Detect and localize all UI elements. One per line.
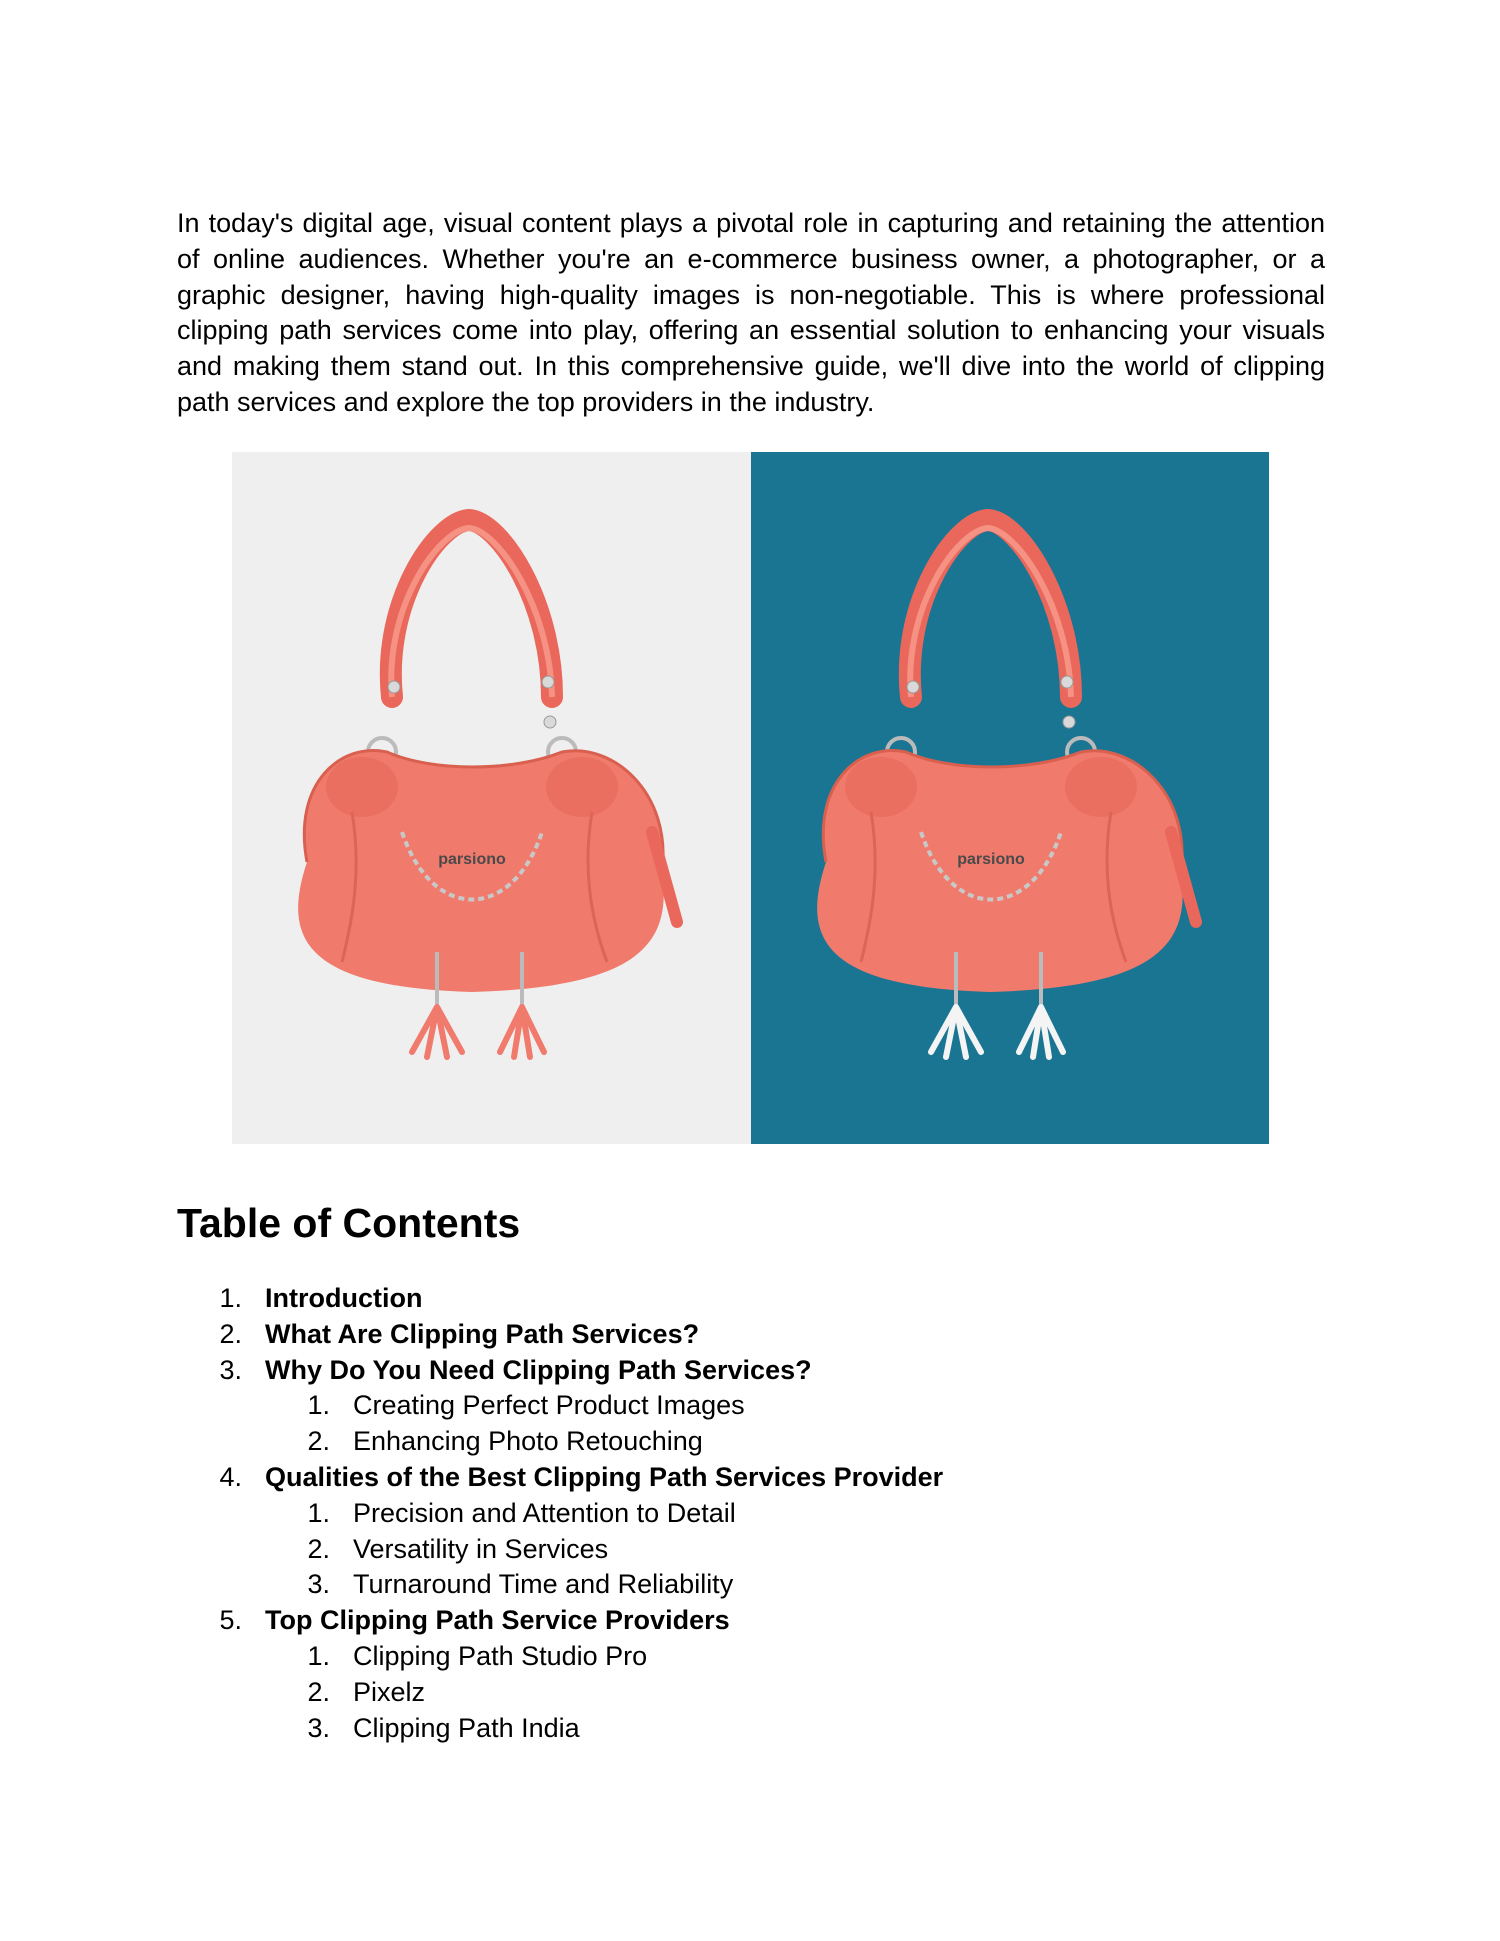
toc-subitem-clipping-path-india [177, 1711, 1277, 1747]
toc-subitem-number: 1. [307, 1640, 330, 1671]
toc-subitem-number: 1. [307, 1390, 330, 1421]
toc-subitem-label: Clipping Path India [353, 1712, 580, 1743]
toc-subitem-number: 2. [307, 1676, 330, 1707]
toc-item-label: Why Do You Need Clipping Path Services? [265, 1354, 812, 1385]
toc-subitem-label: Pixelz [353, 1676, 426, 1707]
toc-subitem-precision-and-attention [177, 1496, 1277, 1532]
edited-photo-panel [751, 452, 1269, 1144]
toc-item-label: Top Clipping Path Service Providers [265, 1605, 730, 1636]
toc-subitem-number: 2. [307, 1533, 330, 1564]
toc-item-number: 4. [219, 1461, 242, 1492]
before-after-figure [232, 452, 1269, 1144]
handbag-original-image [232, 452, 751, 1144]
toc-subitem-label: Creating Perfect Product Images [353, 1390, 745, 1421]
toc-item-number: 2. [219, 1318, 242, 1349]
toc-item-qualities-of-best-provider [177, 1460, 1277, 1496]
original-photo-panel [232, 452, 751, 1144]
toc-subitem-creating-perfect-product-images [177, 1388, 1277, 1424]
toc-item-label: Qualities of the Best Clipping Path Services Provider [265, 1461, 944, 1492]
toc-subitem-turnaround-time [177, 1567, 1277, 1603]
toc-item-label: Introduction [265, 1283, 423, 1313]
bag-brand-text-left: parsiono [438, 851, 506, 868]
toc-subitem-number: 3. [307, 1569, 330, 1600]
bag-brand-text-right: parsiono [957, 851, 1025, 868]
toc-subitem-clipping-path-studio-pro [177, 1639, 1277, 1675]
toc-subitem-label: Enhancing Photo Retouching [353, 1426, 703, 1457]
toc-subitem-number: 2. [307, 1426, 330, 1457]
table-of-contents [177, 1281, 1277, 1746]
intro-paragraph: In today's digital age, visual content plays a pivotal role in capturing and retaining the attention of online audiences. Whether you're an e-commerce business owner, a photographer, or a graphic designer, having high-quality images is non-negotiable. This is where professional clipping path services come into play, offering an essential solution to enhancing your visuals and making them stand out. In this comprehensive guide, we'll dive into the world of clipping path services and explore the top providers in the industry. [177, 208, 1325, 417]
toc-subitem-label: Turnaround Time and Reliability [353, 1569, 734, 1600]
toc-subitem-number: 1. [307, 1497, 330, 1528]
toc-subitem-pixelz [177, 1675, 1277, 1711]
toc-item-top-providers [177, 1603, 1277, 1639]
toc-item-number: 3. [219, 1354, 242, 1385]
toc-item-number: 5. [219, 1605, 242, 1636]
handbag-clipped-image [751, 452, 1269, 1144]
toc-item-introduction [177, 1281, 1277, 1317]
toc-item-what-are-clipping-path-services [177, 1317, 1277, 1353]
toc-item-number: 1. [219, 1283, 242, 1313]
toc-heading: Table of Contents [177, 1200, 521, 1246]
toc-subitem-number: 3. [307, 1712, 330, 1743]
toc-subitem-enhancing-photo-retouching [177, 1424, 1277, 1460]
toc-item-label: What Are Clipping Path Services? [265, 1318, 700, 1349]
toc-subitem-label: Clipping Path Studio Pro [353, 1640, 648, 1671]
toc-subitem-versatility-in-services [177, 1532, 1277, 1568]
toc-subitem-label: Versatility in Services [353, 1533, 609, 1564]
toc-item-why-do-you-need [177, 1353, 1277, 1389]
toc-subitem-label: Precision and Attention to Detail [353, 1497, 736, 1528]
